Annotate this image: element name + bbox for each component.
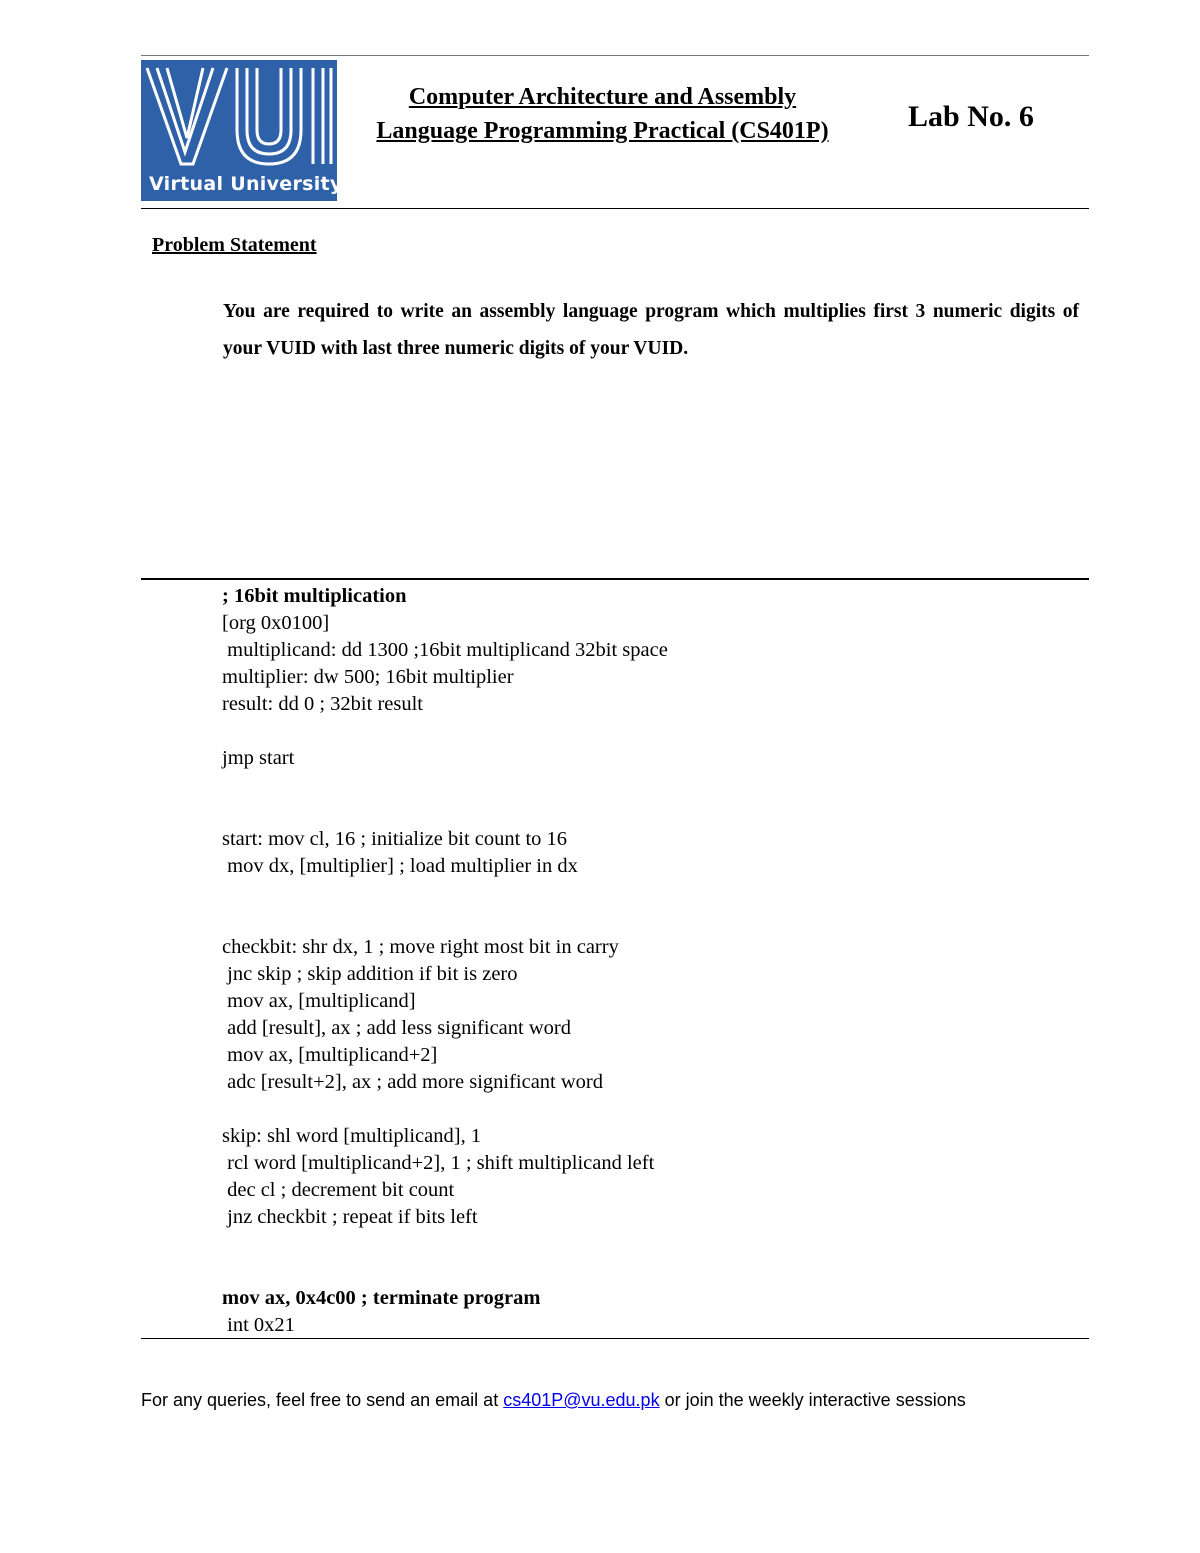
code-line: ; 16bit multiplication xyxy=(222,585,407,607)
code-line xyxy=(222,880,668,907)
code-line: add [result], ax ; add less significant word xyxy=(222,1017,571,1039)
code-line: mov dx, [multiplier] ; load multiplier in dx xyxy=(222,855,578,877)
email-link[interactable]: cs401P@vu.edu.pk xyxy=(503,1390,660,1410)
code-line xyxy=(222,772,668,799)
code-line: adc [result+2], ax ; add more significant word xyxy=(222,1071,604,1093)
footer-prefix: For any queries, feel free to send an email at xyxy=(141,1390,504,1410)
code-line: jmp start xyxy=(222,747,295,769)
course-title-line1: Computer Architecture and Assembly xyxy=(408,84,797,110)
code-line xyxy=(222,907,668,934)
code-line: dec cl ; decrement bit count xyxy=(222,1179,455,1201)
lab-number: Lab No. 6 xyxy=(908,100,1034,133)
problem-statement: You are required to write an assembly language program which multiplies first 3 numeric digits of your VUID with last three numeric digits of your VUID. xyxy=(223,301,1079,359)
code-line xyxy=(222,718,668,745)
code-line xyxy=(222,1096,668,1123)
code-line: rcl word [multiplicand+2], 1 ; shift multiplicand left xyxy=(222,1152,655,1174)
code-line: multiplicand: dd 1300 ;16bit multiplicand 32bit space xyxy=(222,639,668,661)
code-listing xyxy=(222,583,668,1339)
logo-text: Virtual University xyxy=(149,173,343,195)
problem-heading: Problem Statement xyxy=(152,234,317,256)
header-rule xyxy=(141,208,1089,209)
code-line: jnz checkbit ; repeat if bits left xyxy=(222,1206,478,1228)
code-top-rule xyxy=(141,578,1089,580)
course-title xyxy=(345,80,860,148)
code-line xyxy=(222,1231,668,1258)
top-rule xyxy=(141,55,1089,56)
code-line: start: mov cl, 16 ; initialize bit count to 16 xyxy=(222,828,568,850)
code-bottom-rule xyxy=(141,1338,1089,1339)
code-line xyxy=(222,799,668,826)
footer-suffix: or join the weekly interactive sessions xyxy=(659,1390,966,1410)
footer-note xyxy=(141,1390,966,1411)
code-line: int 0x21 xyxy=(222,1314,295,1336)
code-line: skip: shl word [multiplicand], 1 xyxy=(222,1125,482,1147)
code-line: checkbit: shr dx, 1 ; move right most bit in carry xyxy=(222,936,619,958)
vu-logo-mark xyxy=(141,60,337,172)
code-line: multiplier: dw 500; 16bit multiplier xyxy=(222,666,514,688)
code-line: mov ax, [multiplicand+2] xyxy=(222,1044,438,1066)
code-line: mov ax, 0x4c00 ; terminate program xyxy=(222,1287,541,1309)
code-line: jnc skip ; skip addition if bit is zero xyxy=(222,963,518,985)
code-line: mov ax, [multiplicand] xyxy=(222,990,416,1012)
code-line: result: dd 0 ; 32bit result xyxy=(222,693,423,715)
code-line: [org 0x0100] xyxy=(222,612,330,634)
course-title-line2: Language Programming Practical (CS401P) xyxy=(376,118,829,144)
vu-logo xyxy=(141,60,343,201)
code-line xyxy=(222,1258,668,1285)
